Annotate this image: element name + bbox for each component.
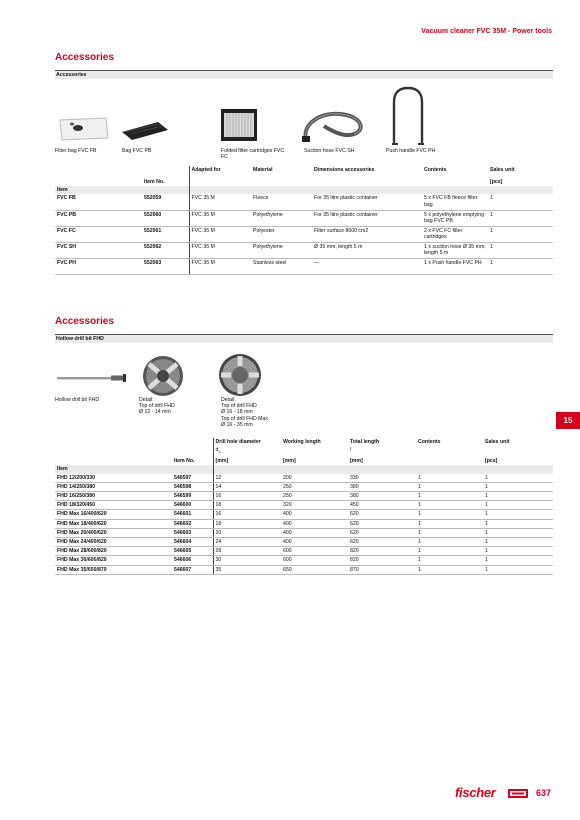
table-row: FHD Max 16/400/620 546601 16 400 620 1 1 — [55, 510, 553, 519]
fischer-badge-icon — [508, 789, 528, 798]
total-length-symbol: l — [350, 447, 352, 454]
table-row: FHD Max 30/600/820 546606 30 600 820 1 1 — [55, 556, 553, 565]
col-dimensions: Dimensions accessories — [314, 167, 375, 173]
caption-detail-2: Detail: Top of drill FHD Ø 16 - 18 mm Top of drill FHD Max Ø 16 - 35 mm — [221, 397, 268, 428]
drill-diameter-symbol: $d_o$ — [215, 447, 221, 455]
drill-detail-image-2 — [217, 352, 263, 398]
push-handle-image — [388, 84, 428, 146]
caption-bag-pb: Bag FVC PB — [122, 148, 152, 154]
caption-filter-cartridge: Folded filter cartridges FVC FC — [221, 148, 285, 161]
section2-subtitle: Hollow drill bit FHD — [55, 334, 553, 343]
table-row: FHD Max 18/400/620 546602 18 400 620 1 1 — [55, 519, 553, 528]
item-label: Item — [55, 465, 172, 473]
table-row: FVC FC 552061 FVC 35 M Polyester Filter surface 8600 cm2 2 x FVC FC filter cartridges 1 — [55, 226, 553, 242]
table-row: FVC PH 552063 FVC 35 M Stainless steel — 1 x Push handle FVC PH 1 — [55, 258, 553, 274]
col-contents: Contents — [424, 167, 447, 173]
col-item-no: Item No. — [142, 174, 189, 186]
fischer-logo: fischer — [455, 785, 496, 800]
col-sales-unit: Sales unit — [485, 439, 510, 445]
item-label: Item — [55, 186, 142, 194]
table-row: FHD 12/200/330 546597 12 200 330 1 1 — [55, 474, 553, 483]
table-row: FHD 16/250/380 546599 16 250 380 1 1 — [55, 492, 553, 501]
table-row: FVC FB 552059 FVC 35 M Fleece For 35 litre plastic container 5 x FVC FB fleece filter bag 1 — [55, 194, 553, 210]
page-number: 637 — [536, 788, 552, 798]
col-contents: Contents — [418, 439, 441, 445]
caption-hollow-drill-bit: Hollow drill bit FHD — [55, 397, 100, 403]
page-header-title: Vacuum cleaner FVC 35M - Power tools — [421, 28, 552, 35]
table-row: FHD 18/320/450 546600 18 320 450 1 1 — [55, 501, 553, 510]
col-total-length: Total length — [350, 439, 380, 445]
caption-detail-1: Detail: Top of drill FHD Ø 12 - 14 mm — [139, 397, 175, 416]
filter-bag-image — [58, 114, 110, 142]
table-row: FVC SH 552062 FVC 35 M Polyethylene Ø 35 mm, length 5 m 1 x suction hose Ø 35 mm, length 5 m 1 — [55, 242, 553, 258]
suction-hose-image — [300, 100, 372, 146]
section1-title: Accessories — [55, 52, 114, 63]
section2-title: Accessories — [55, 316, 114, 327]
drill-detail-image-1 — [141, 354, 185, 398]
section1-subtitle: Accessories — [55, 70, 553, 79]
table-row: FHD 14/250/380 546598 14 250 380 1 1 — [55, 482, 553, 491]
caption-push-handle: Push handle FVC PH — [386, 148, 436, 154]
bag-pb-image — [118, 118, 170, 140]
col-sales-unit: Sales unit — [490, 167, 515, 173]
table-row: FHD Max 24/400/620 546604 24 400 620 1 1 — [55, 538, 553, 547]
col-drill-hole-diameter: Drill hole diameter — [215, 439, 261, 445]
caption-filter-bag: Filter bag FVC FB — [55, 148, 97, 154]
accessories-table — [55, 166, 553, 275]
table-row: FVC PB 552060 FVC 35 M Polyethylene For 35 litre plastic container 5 x polyethylene emptying bag FVC PB 1 — [55, 210, 553, 226]
col-adapted-for: Adapted for — [191, 167, 221, 173]
sales-unit-sub: [pcs] — [490, 179, 503, 185]
table-row: FHD Max 28/600/820 546605 28 600 820 1 1 — [55, 547, 553, 556]
table-row: FHD Max 20/400/620 546603 20 400 620 1 1 — [55, 528, 553, 537]
caption-suction-hose: Suction hose FVC SH — [304, 148, 355, 154]
chapter-tab: 15 — [556, 412, 580, 429]
filter-cartridge-image — [217, 103, 261, 147]
col-material: Material — [253, 167, 273, 173]
col-item-no: Item No. — [172, 457, 213, 465]
drill-bit-table: Drill hole diameter Working length Total length Contents Sales unit $d_o$ l Item No. [mm] [mm] [mm] [pcs] Item FHD 12/200/330 546597 12 200 330 1 1 FHD 14/250/380 546598 14 250 380 1 1 FHD 16/250/380 546599 16 250 380 1 1 FHD 18/320/450 546600 18 320 450 1 1 FHD Max 16/400/620 546601 16 400 620 1 1 FHD Max 18/400/620 546602 18 400 620 1 1 FHD Max 20/400/620 546603 20 400 620 1 1 FHD Max 24/400/620 546604 24 400 620 1 1 FHD Max 28/600/820 546605 28 600 820 1 1 FHD Max 30/600/820 546606 30 600 820 1 1 FHD Max 35/650/870 546607 35 650 870 1 1 — [55, 438, 553, 575]
table-row: FHD Max 35/650/870 546607 35 650 870 1 1 — [55, 565, 553, 574]
col-working-length: Working length — [283, 439, 321, 445]
hollow-drill-bit-image — [55, 372, 127, 384]
